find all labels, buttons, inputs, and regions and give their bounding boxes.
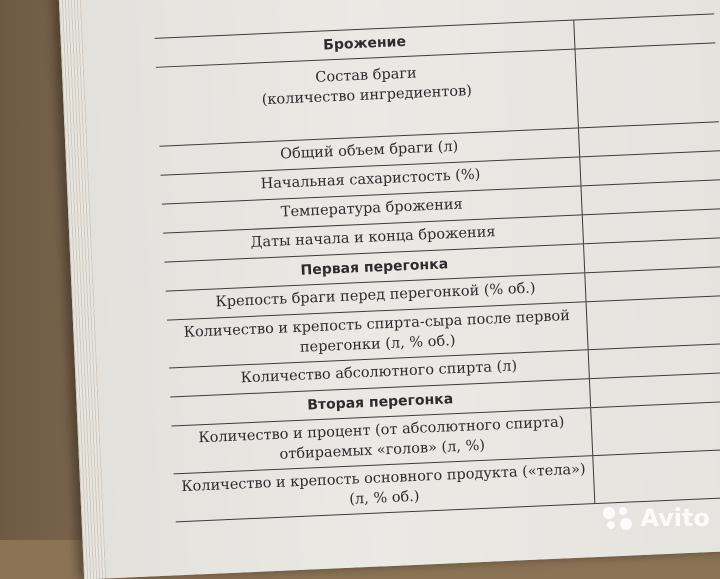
row-label: Количество и крепость основного продукта («тела») (л, % об.) [174, 456, 596, 521]
value-cell[interactable] [585, 267, 720, 301]
value-cell[interactable] [591, 402, 720, 455]
section-title: Брожение [155, 21, 576, 67]
section-title: Первая перегонка [164, 244, 585, 290]
value-cell[interactable] [589, 344, 720, 378]
book [58, 0, 720, 579]
book-page [80, 0, 720, 578]
value-cell[interactable] [590, 373, 720, 407]
row-label: Количество и процент (от абсолютного спирта) отбираемых «голов» (л, %) [172, 408, 594, 473]
section-title: Вторая перегонка [170, 379, 591, 425]
value-cell[interactable] [587, 296, 720, 349]
row-label: Температура брожения [162, 186, 583, 232]
row-label: Начальная сахаристость (%) [161, 157, 582, 203]
value-cell[interactable] [584, 238, 720, 272]
row-label: Количество абсолютного спирта (л) [169, 350, 590, 396]
avito-logo-icon [600, 504, 634, 532]
row-label: Даты начала и конца брожения [163, 215, 584, 261]
value-cell[interactable] [576, 43, 719, 127]
value-cell[interactable] [593, 450, 720, 503]
watermark-text: Avito [640, 504, 710, 532]
row-label: Общий объем браги (л) [159, 128, 580, 174]
row-label: Крепость браги перед перегонкой (% об.) [166, 273, 587, 319]
record-table [155, 13, 720, 522]
avito-watermark [600, 504, 710, 532]
row-label: Количество и крепость спирта-сыра после первой перегонки (л, % об.) [167, 302, 589, 367]
value-cell[interactable] [583, 209, 720, 243]
row-label: Состав браги (количество ингредиентов) [156, 49, 579, 145]
